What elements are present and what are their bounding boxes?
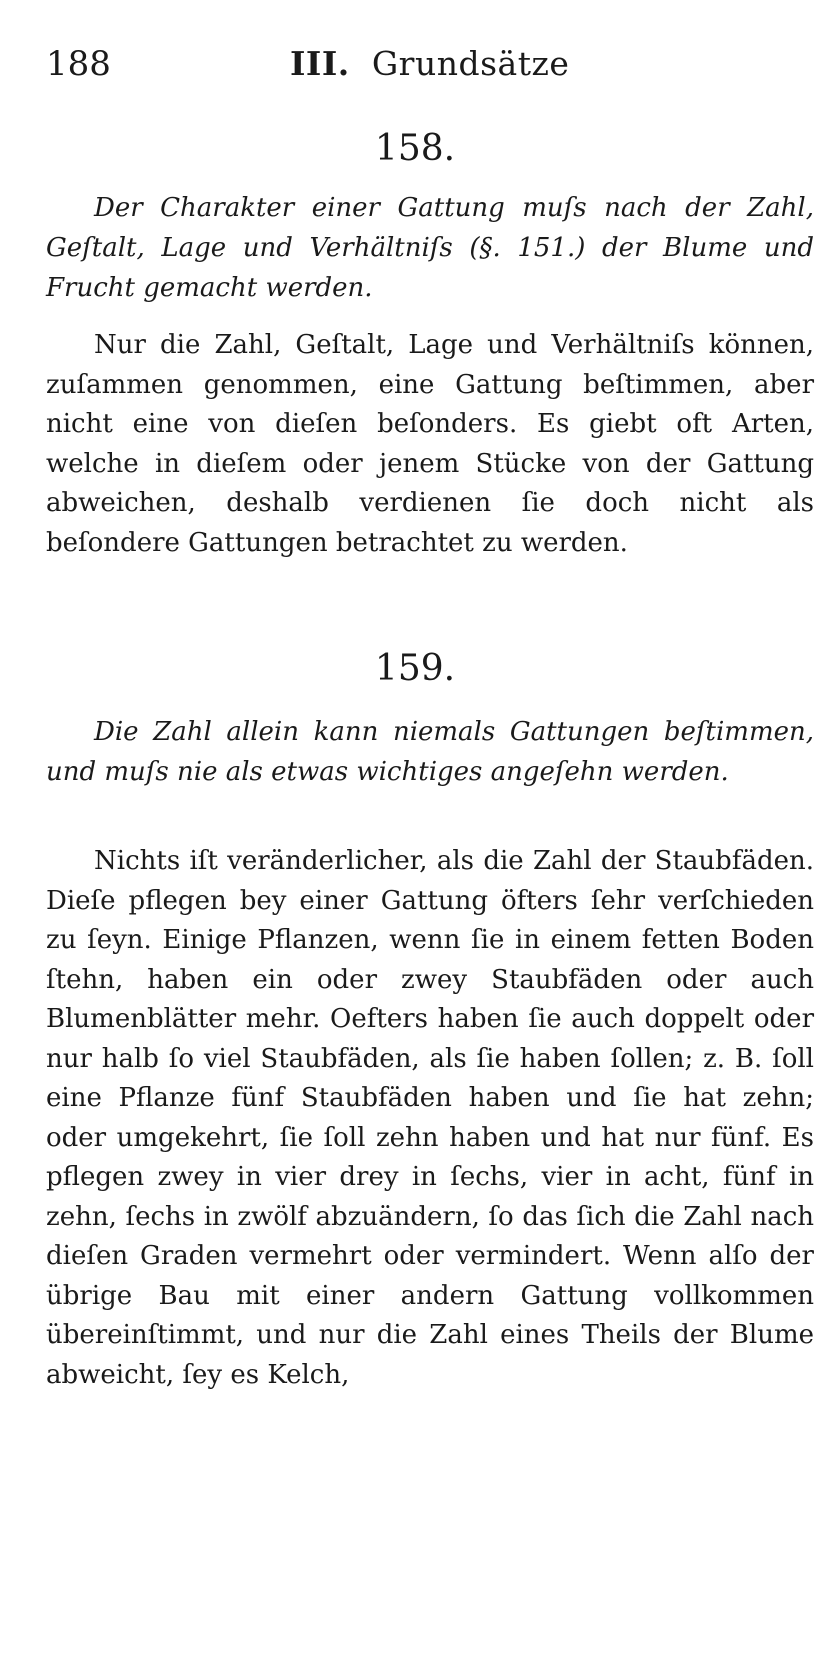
- chapter-numeral: III.: [290, 44, 350, 83]
- running-head: [290, 44, 569, 83]
- section-159-body: Nichts iſt veränderlicher, als die Zahl der Staubfäden. Dieſe pflegen bey einer Gattung öfters ſehr verſchieden zu ſeyn. Einige Pflanzen, wenn ſie in einem fetten Boden ſtehn, haben ein oder zwey Staubfäden oder auch Blumenblätter mehr. Oefters haben ſie auch doppelt oder nur halb ſo viel Staubfäden, als ſie haben ſollen; z. B. ſoll eine Pflanze fünf Staubfäden haben und ſie hat zehn; oder umgekehrt, ſie ſoll zehn haben und hat nur fünf. Es pflegen zwey in vier drey in ſechs, vier in acht, fünf in zehn, ſechs in zwölf abzuändern, ſo das ſich die Zahl nach dieſen Graden vermehrt oder vermindert. Wenn alſo der übrige Bau mit einer andern Gattung vollkommen übereinſtimmt, und nur die Zahl eines Theils der Blume abweicht, ſey es Kelch,: [46, 846, 814, 1390]
- section-159-thesis: Die Zahl allein kann niemals Gattungen beſtimmen, und muſs nie als etwas wichtiges angeſehn werden.: [46, 717, 814, 787]
- page-number: 188: [46, 44, 111, 84]
- section-158-body: Nur die Zahl, Geſtalt, Lage und Verhältniſs können, zuſammen genommen, eine Gattung beſtimmen, aber nicht eine von dieſen beſonders. Es giebt oft Arten, welche in dieſem oder jenem Stücke von der Gattung abweichen, deshalb verdienen ſie doch nicht als beſondere Gattungen betrachtet zu werden.: [46, 330, 814, 558]
- section-number-158: 158.: [374, 128, 456, 169]
- chapter-title: Grundsätze: [371, 44, 570, 83]
- section-number-159: 159.: [374, 648, 456, 689]
- section-158-thesis: Der Charakter einer Gattung muſs nach der Zahl, Geſtalt, Lage und Verhältniſs (§. 151.) der Blume und Frucht gemacht werden.: [46, 193, 814, 303]
- running-header: [46, 44, 786, 94]
